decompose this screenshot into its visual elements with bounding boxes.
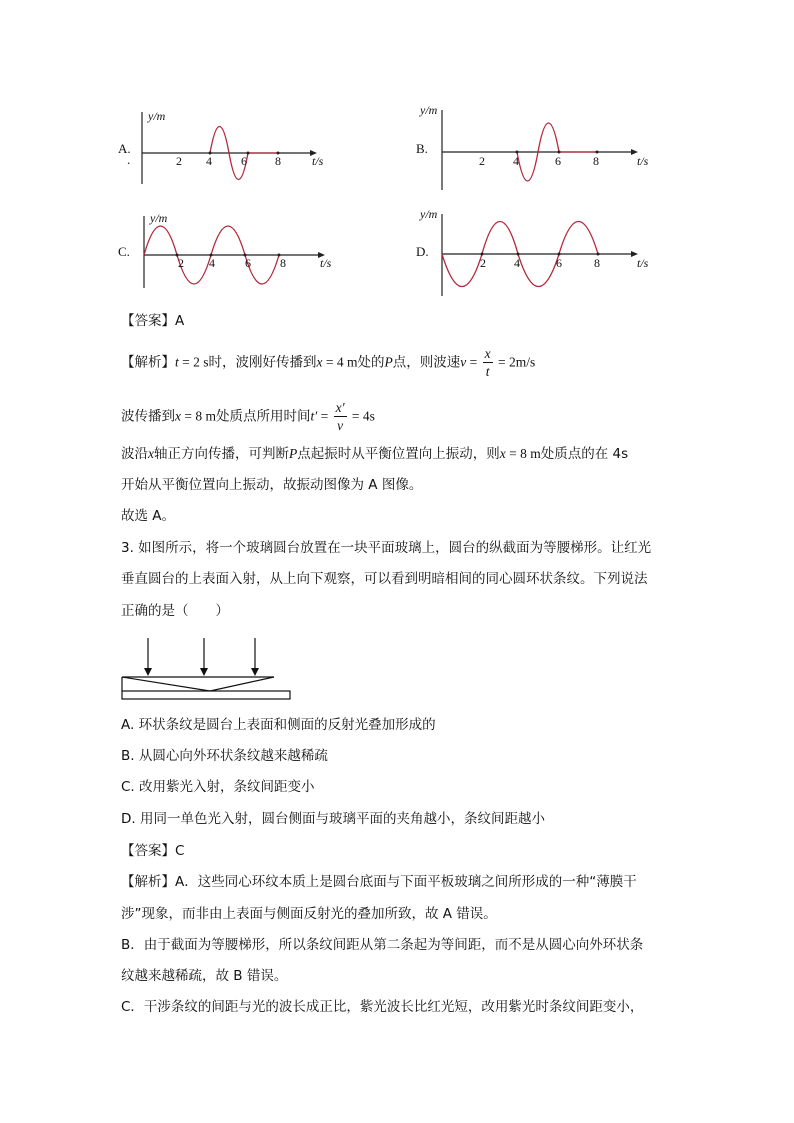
tick-2: 2 bbox=[178, 256, 184, 270]
fraction-xp-over-v: $\frac{x'}{v}$ bbox=[335, 400, 345, 433]
arrow-down-icon bbox=[251, 668, 259, 676]
glass-frustum-diagram bbox=[118, 634, 298, 704]
q3-option-c: C. 改用紫光入射，条纹间距变小 bbox=[121, 779, 315, 795]
q3-analysis-line-2: 涉”现象，而非由上表面与侧面反射光的叠加所致，故 A 错误。 bbox=[121, 906, 497, 922]
graph-c-xlabel: t/s bbox=[320, 256, 332, 270]
graph-a bbox=[112, 104, 342, 196]
tick-8: 8 bbox=[280, 256, 286, 270]
tick-6: 6 bbox=[556, 256, 562, 270]
option-a-dot: . bbox=[127, 152, 131, 167]
q2-analysis-line-2: 波传播到x = 8 m处质点所用时间t′ = $\frac{x'}{v}$ = 4s bbox=[121, 400, 375, 433]
graph-b-ylabel: y/m bbox=[420, 103, 438, 117]
q2-conclusion: 故选 A。 bbox=[121, 508, 176, 524]
arrow-down-icon bbox=[200, 668, 208, 676]
tick-6: 6 bbox=[241, 154, 247, 168]
answer-value: A bbox=[175, 313, 185, 329]
option-b-letter: B. bbox=[416, 141, 428, 156]
tick-4: 4 bbox=[209, 256, 215, 270]
graph-b-plot bbox=[410, 100, 670, 196]
q3-stem-line-2: 垂直圆台的上表面入射，从上向下观察，可以看到明暗相间的同心圆环状条纹。下列说法 bbox=[121, 571, 648, 587]
arrow-down-icon bbox=[144, 668, 152, 676]
answer-value: C bbox=[175, 843, 185, 859]
tick-4: 4 bbox=[206, 154, 212, 168]
q3-stem-line-1: 3. 如图所示，将一个玻璃圆台放置在一块平面玻璃上，圆台的纵截面为等腰梯形。让红光 bbox=[121, 540, 652, 556]
graph-b bbox=[410, 100, 670, 196]
tick-4: 4 bbox=[514, 256, 520, 270]
tick-2: 2 bbox=[176, 154, 182, 168]
tick-4: 4 bbox=[513, 154, 519, 168]
q2-answer-line bbox=[121, 311, 184, 331]
q3-answer-line bbox=[121, 841, 184, 861]
answer-tag: 【答案】 bbox=[121, 843, 175, 859]
graph-d-plot bbox=[410, 204, 670, 300]
q3-option-a: A. 环状条纹是圆台上表面和侧面的反射光叠加形成的 bbox=[121, 717, 436, 733]
graph-d-xlabel: t/s bbox=[637, 256, 649, 270]
tick-2: 2 bbox=[480, 256, 486, 270]
q3-analysis-line-1: 【解析】A．这些同心环纹本质上是圆台底面与下面平板玻璃之间所形成的一种“薄膜干 bbox=[121, 874, 637, 890]
answer-tag: 【答案】 bbox=[121, 313, 175, 329]
analysis-tag: 【解析】 bbox=[121, 354, 175, 371]
tick-6: 6 bbox=[245, 256, 251, 270]
graph-b-xlabel: t/s bbox=[637, 154, 649, 168]
q2-analysis-line-3: 波沿x轴正方向传播，可判断P点起振时从平衡位置向上振动，则x = 8 m处质点的在 4s bbox=[121, 446, 629, 462]
graph-a-plot bbox=[112, 104, 342, 196]
graph-d bbox=[410, 204, 670, 300]
graph-a-ylabel: y/m bbox=[148, 109, 166, 123]
option-c-letter: C. bbox=[118, 244, 130, 259]
q3-analysis-line-5: C．干涉条纹的间距与光的波长成正比，紫光波长比红光短，改用紫光时条纹间距变小， bbox=[121, 999, 644, 1015]
graph-c bbox=[112, 208, 352, 300]
q3-option-b: B. 从圆心向外环状条纹越来越稀疏 bbox=[121, 748, 328, 764]
q3-stem-line-3: 正确的是（ ） bbox=[121, 603, 229, 619]
q3-analysis-line-4: 纹越来越稀疏，故 B 错误。 bbox=[121, 968, 288, 984]
option-a-letter: A. bbox=[118, 141, 131, 156]
fraction-x-over-t: $\frac{x}{t}$ bbox=[484, 346, 491, 379]
q2-analysis-line-1: 【解析】t = 2 s时，波刚好传播到x = 4 m处的P点，则波速v = $\frac{x}{t}$ = 2m/s bbox=[121, 346, 536, 379]
tick-2: 2 bbox=[479, 154, 485, 168]
q3-option-d: D. 用同一单色光入射，圆台侧面与玻璃平面的夹角越小，条纹间距越小 bbox=[121, 811, 545, 827]
tick-8: 8 bbox=[275, 154, 281, 168]
tick-8: 8 bbox=[593, 154, 599, 168]
graph-c-ylabel: y/m bbox=[150, 211, 168, 225]
flat-glass-plate bbox=[122, 691, 290, 699]
graph-d-ylabel: y/m bbox=[420, 207, 438, 221]
q3-analysis-line-3: B．由于截面为等腰梯形，所以条纹间距从第二条起为等间距，而不是从圆心向外环状条 bbox=[121, 937, 644, 953]
tick-6: 6 bbox=[555, 154, 561, 168]
graph-c-plot bbox=[112, 208, 352, 300]
q2-analysis-line-4: 开始从平衡位置向上振动，故振动图像为 A 图像。 bbox=[121, 477, 423, 493]
analysis-tag: 【解析】 bbox=[121, 874, 175, 890]
graph-a-xlabel: t/s bbox=[312, 154, 324, 168]
tick-8: 8 bbox=[594, 256, 600, 270]
option-d-letter: D. bbox=[416, 244, 429, 259]
